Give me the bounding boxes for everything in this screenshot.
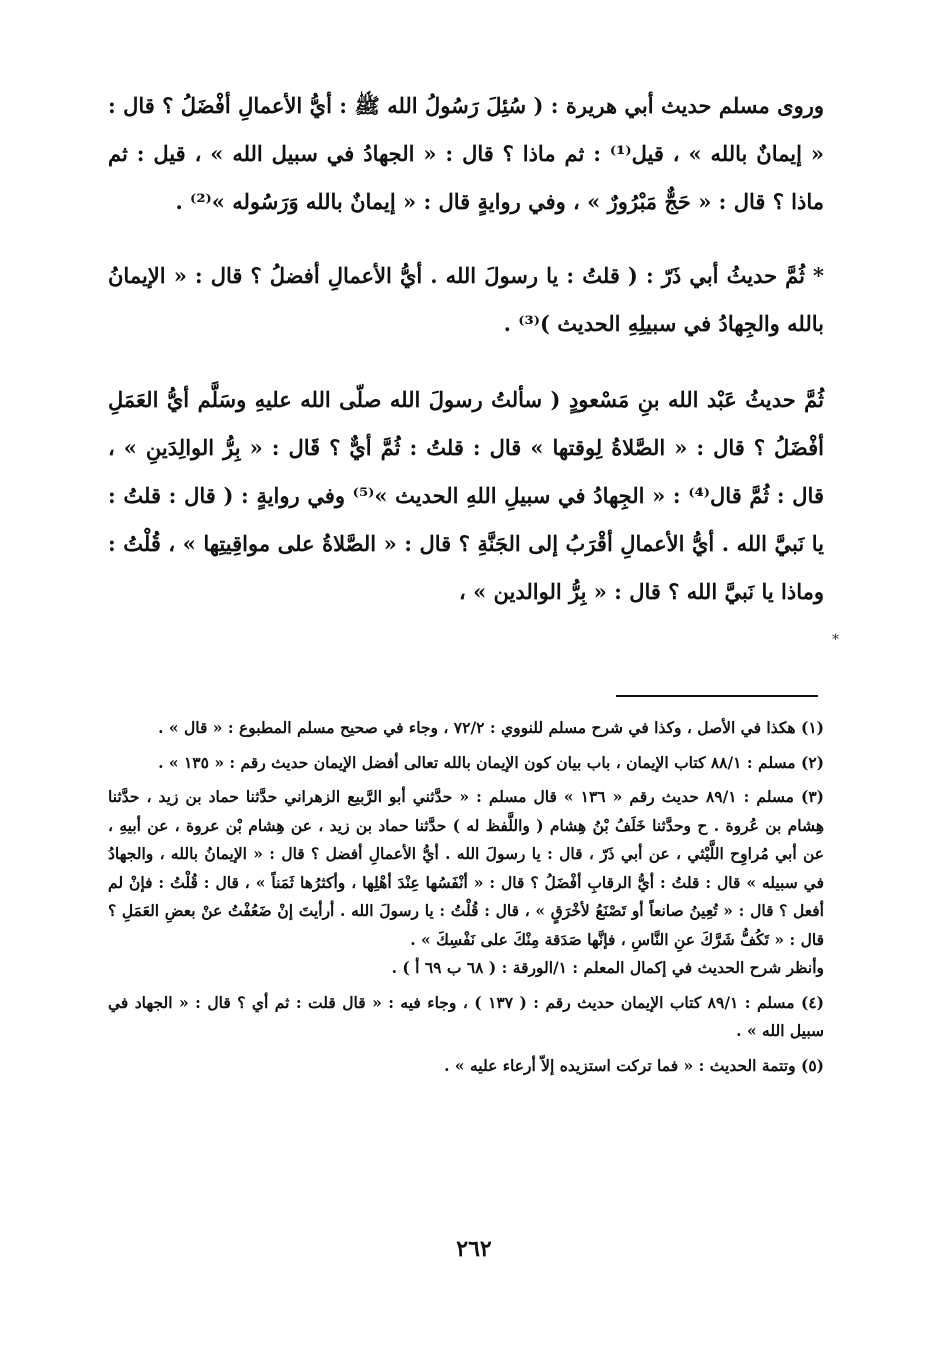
footnote-3-note: وأنظر شرح الحديث في إكمال المعلم : ١/الورقة : ( ٦٨ ب ٦٩ أ ) . <box>391 958 824 977</box>
margin-mark: * <box>832 632 839 648</box>
footnotes <box>108 714 824 1080</box>
main-text-body <box>108 82 824 616</box>
footnote-4: (٤) مسلم : ٨٩/١ كتاب الإيمان حديث رقم : ( ١٣٧ ) ، وجاء فيه : « قال قلت : ثم أي ؟ قال : « الجهاد في سبيل الله » . <box>108 992 824 1040</box>
paragraph-abu-hurayra: وروى مسلم حديث أبي هريرة : ( سُئِلَ رَسُولُ الله ﷺ : أيُّ الأعمالِ أفْضَلُ ؟ قال : « إيمانٌ بالله » ، قيل⁽¹⁾ : ثم ماذا ؟ قال : « الجهادُ في سبيل الله » ، قيل : ثم ماذا ؟ قال : « حَجٌّ مَبْرُورٌ » ، وفي روايةٍ قال : « إيمانٌ بالله وَرَسُوله »⁽²⁾ . <box>108 93 824 214</box>
footnote-separator <box>616 695 818 697</box>
footnote-3: (٣) مسلم : ٨٩/١ حديث رقم « ١٣٦ » قال مسلم : « حدَّثني أبو الرَّبيع الزهراني حدَّثنا حماد بن زيد ، حدَّثنا هِشام بن عُروة . ح وحدَّثنا خَلَفُ بْنُ هِشام ( واللَّفظ له ) حدَّثنا حماد بن زيد ، عن هِشام بْن عروة ، عن أبيهِ ، عن أبي مُراوِح اللَّيْثي ، عن أبي ذَرّ ، قال : يا رسولَ الله . أيُّ الأعمالِ أفضل ؟ قال : « الإيمانُ بالله ، والجهادُ في سبيله » قال : قلتُ : أيُّ الرقابِ أفْضَلُ ؟ قال : « أنْفَسُها عِنْدَ أهْلِها ، وأكثرُها ثَمَناً » ، قال : قُلْتُ : فإنْ لم أفعل ؟ قال : « تُعِينُ صانعاً أو تَصْنَعُ لأخْرَقٍ » ، قال : قُلْتُ : يا رسولَ الله . أرأيتَ إنْ ضَعُفْتُ عنْ بعضِ العَمَلِ ؟ قال : « تَكُفُّ شَرَّكَ عنِ النَّاسِ ، فإنَّها صَدَقة مِنْكَ على نَفْسِكَ » . <box>108 787 824 949</box>
paragraph-ibn-masud: ثُمَّ حديثُ عَبْد الله بنِ مَسْعودٍ ( سألتُ رسولَ الله صلّى الله عليهِ وسَلَّم أيُّ العَمَلِ أفْضَلُ ؟ قال : « الصَّلاةُ لِوقتها » قال : قلتُ : ثُمَّ أيٌّ ؟ قَال : « بِرُّ الوالِدَينِ » ، قال : ثُمَّ قال⁽⁴⁾ : « الجِهادُ في سبيلِ اللهِ الحديث »⁽⁵⁾ وفي روايةٍ : ( قال : قلتُ : يا نَبيَّ الله . أيُّ الأعمالِ أقْرَبُ إلى الجَنَّةِ ؟ قال : « الصَّلاةُ على مواقِيتِها » ، قُلْتُ : وماذا يا نَبيَّ الله ؟ قال : « بِرُّ الوالدين » ، <box>108 387 824 604</box>
footnote-5: (٥) وتتمة الحديث : « فما تركت استزيده إلاّ أرعاء عليه » . <box>444 1055 824 1075</box>
footnote-1: (١) هكذا في الأصل ، وكذا في شرح مسلم للنووي : ٧٢/٢ ، وجاء في صحيح مسلم المطبوع : « قال » . <box>158 718 824 737</box>
page-number: ٢٦٢ <box>456 1236 492 1262</box>
paragraph-abu-dharr: * ثُمَّ حديثُ أبي ذَرّ : ( قلتُ : يا رسولَ الله . أيُّ الأعمالِ أفضلُ ؟ قال : « الإيمانُ بالله والجِهادُ في سبيلِهِ الحديث )⁽³⁾ . <box>108 263 824 336</box>
footnote-2: (٢) مسلم : ٨٨/١ كتاب الإيمان ، باب بيان كون الإيمان بالله تعالى أفضل الإيمان حديث رقم : « ١٣٥ » . <box>158 752 824 772</box>
